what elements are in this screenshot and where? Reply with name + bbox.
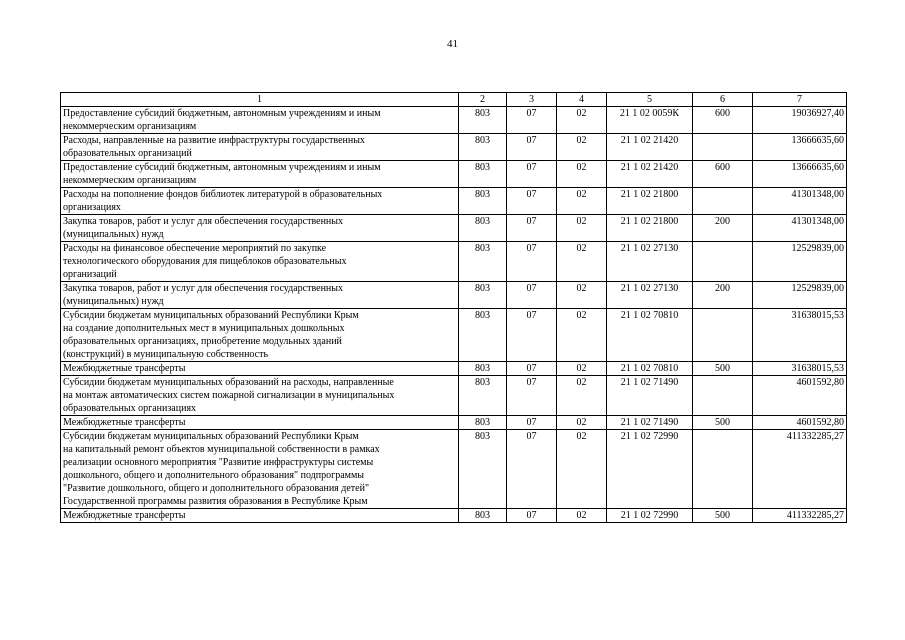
column-header: 4 bbox=[557, 93, 607, 107]
expense-name: Межбюджетные трансферты bbox=[61, 509, 459, 523]
section-code: 07 bbox=[507, 134, 557, 161]
table-row bbox=[61, 242, 847, 282]
target-article-code: 21 1 02 72990 bbox=[607, 430, 693, 509]
table-row bbox=[61, 362, 847, 376]
expense-name: Субсидии бюджетам муниципальных образований на расходы, направленные на монтаж автоматических систем пожарной сигнализации в муниципальных образовательных организациях bbox=[61, 376, 459, 416]
ministry-code: 803 bbox=[459, 416, 507, 430]
target-article-code: 21 1 02 70810 bbox=[607, 362, 693, 376]
table-row bbox=[61, 376, 847, 416]
amount: 19036927,40 bbox=[753, 107, 847, 134]
amount: 41301348,00 bbox=[753, 188, 847, 215]
column-header: 3 bbox=[507, 93, 557, 107]
ministry-code: 803 bbox=[459, 362, 507, 376]
subsection-code: 02 bbox=[557, 376, 607, 416]
section-code: 07 bbox=[507, 416, 557, 430]
target-article-code: 21 1 02 21800 bbox=[607, 215, 693, 242]
section-code: 07 bbox=[507, 161, 557, 188]
ministry-code: 803 bbox=[459, 242, 507, 282]
section-code: 07 bbox=[507, 430, 557, 509]
expense-name: Закупка товаров, работ и услуг для обеспечения государственных (муниципальных) нужд bbox=[61, 215, 459, 242]
amount: 12529839,00 bbox=[753, 282, 847, 309]
table-row bbox=[61, 416, 847, 430]
section-code: 07 bbox=[507, 188, 557, 215]
subsection-code: 02 bbox=[557, 282, 607, 309]
expense-type-code bbox=[693, 242, 753, 282]
subsection-code: 02 bbox=[557, 430, 607, 509]
ministry-code: 803 bbox=[459, 134, 507, 161]
amount: 411332285,27 bbox=[753, 430, 847, 509]
ministry-code: 803 bbox=[459, 215, 507, 242]
amount: 41301348,00 bbox=[753, 215, 847, 242]
expense-type-code: 200 bbox=[693, 282, 753, 309]
amount: 13666635,60 bbox=[753, 161, 847, 188]
table-row bbox=[61, 215, 847, 242]
ministry-code: 803 bbox=[459, 430, 507, 509]
target-article-code: 21 1 02 70810 bbox=[607, 309, 693, 362]
target-article-code: 21 1 02 21800 bbox=[607, 188, 693, 215]
column-header: 6 bbox=[693, 93, 753, 107]
table-row bbox=[61, 134, 847, 161]
expense-name: Предоставление субсидий бюджетным, автономным учреждениям и иным некоммерческим организациям bbox=[61, 107, 459, 134]
target-article-code: 21 1 02 0059К bbox=[607, 107, 693, 134]
ministry-code: 803 bbox=[459, 107, 507, 134]
amount: 4601592,80 bbox=[753, 416, 847, 430]
amount: 31638015,53 bbox=[753, 309, 847, 362]
section-code: 07 bbox=[507, 107, 557, 134]
expense-type-code bbox=[693, 376, 753, 416]
table-row bbox=[61, 309, 847, 362]
expense-type-code bbox=[693, 430, 753, 509]
section-code: 07 bbox=[507, 376, 557, 416]
expense-name: Субсидии бюджетам муниципальных образований Республики Крым на создание дополнительных мест в муниципальных дошкольных образовательных организациях, приобретение модульных зданий (конструкций) в муниципальную собственность bbox=[61, 309, 459, 362]
ministry-code: 803 bbox=[459, 188, 507, 215]
section-code: 07 bbox=[507, 309, 557, 362]
table-row bbox=[61, 509, 847, 523]
ministry-code: 803 bbox=[459, 376, 507, 416]
target-article-code: 21 1 02 27130 bbox=[607, 242, 693, 282]
table-row bbox=[61, 161, 847, 188]
target-article-code: 21 1 02 71490 bbox=[607, 376, 693, 416]
target-article-code: 21 1 02 21420 bbox=[607, 134, 693, 161]
budget-table bbox=[60, 92, 847, 523]
amount: 411332285,27 bbox=[753, 509, 847, 523]
subsection-code: 02 bbox=[557, 242, 607, 282]
column-header: 2 bbox=[459, 93, 507, 107]
expense-name: Субсидии бюджетам муниципальных образований Республики Крым на капитальный ремонт объектов муниципальной собственности в рамках реализации основного мероприятия "Развитие инфраструктуры системы дошкольного, общего и дополнительного образования" подпрограммы "Развитие дошкольного, общего и дополнительного образования детей" Государственной программы развития образования в Республике Крым bbox=[61, 430, 459, 509]
ministry-code: 803 bbox=[459, 282, 507, 309]
section-code: 07 bbox=[507, 362, 557, 376]
column-header: 1 bbox=[61, 93, 459, 107]
amount: 13666635,60 bbox=[753, 134, 847, 161]
target-article-code: 21 1 02 71490 bbox=[607, 416, 693, 430]
subsection-code: 02 bbox=[557, 509, 607, 523]
section-code: 07 bbox=[507, 242, 557, 282]
header-row bbox=[61, 93, 847, 107]
expense-name: Предоставление субсидий бюджетным, автономным учреждениям и иным некоммерческим организациям bbox=[61, 161, 459, 188]
expense-name: Расходы, направленные на развитие инфраструктуры государственных образовательных организаций bbox=[61, 134, 459, 161]
expense-name: Межбюджетные трансферты bbox=[61, 362, 459, 376]
expense-type-code: 600 bbox=[693, 161, 753, 188]
expense-name: Расходы на финансовое обеспечение мероприятий по закупке технологического оборудования для пищеблоков образовательных организаций bbox=[61, 242, 459, 282]
subsection-code: 02 bbox=[557, 215, 607, 242]
expense-type-code: 200 bbox=[693, 215, 753, 242]
table-row bbox=[61, 430, 847, 509]
expense-type-code bbox=[693, 309, 753, 362]
table-row bbox=[61, 282, 847, 309]
expense-name: Закупка товаров, работ и услуг для обеспечения государственных (муниципальных) нужд bbox=[61, 282, 459, 309]
expense-type-code: 500 bbox=[693, 509, 753, 523]
section-code: 07 bbox=[507, 509, 557, 523]
expense-name: Расходы на пополнение фондов библиотек литературой в образовательных организациях bbox=[61, 188, 459, 215]
ministry-code: 803 bbox=[459, 161, 507, 188]
page-number: 41 bbox=[447, 38, 458, 50]
subsection-code: 02 bbox=[557, 107, 607, 134]
table-body bbox=[61, 107, 847, 523]
amount: 31638015,53 bbox=[753, 362, 847, 376]
subsection-code: 02 bbox=[557, 188, 607, 215]
ministry-code: 803 bbox=[459, 309, 507, 362]
subsection-code: 02 bbox=[557, 362, 607, 376]
expense-type-code: 600 bbox=[693, 107, 753, 134]
subsection-code: 02 bbox=[557, 309, 607, 362]
target-article-code: 21 1 02 27130 bbox=[607, 282, 693, 309]
expense-type-code bbox=[693, 134, 753, 161]
subsection-code: 02 bbox=[557, 134, 607, 161]
section-code: 07 bbox=[507, 282, 557, 309]
expense-name: Межбюджетные трансферты bbox=[61, 416, 459, 430]
subsection-code: 02 bbox=[557, 161, 607, 188]
ministry-code: 803 bbox=[459, 509, 507, 523]
amount: 4601592,80 bbox=[753, 376, 847, 416]
section-code: 07 bbox=[507, 215, 557, 242]
expense-type-code bbox=[693, 188, 753, 215]
target-article-code: 21 1 02 72990 bbox=[607, 509, 693, 523]
column-header: 5 bbox=[607, 93, 693, 107]
subsection-code: 02 bbox=[557, 416, 607, 430]
amount: 12529839,00 bbox=[753, 242, 847, 282]
expense-type-code: 500 bbox=[693, 362, 753, 376]
table-row bbox=[61, 107, 847, 134]
expense-type-code: 500 bbox=[693, 416, 753, 430]
table-row bbox=[61, 188, 847, 215]
target-article-code: 21 1 02 21420 bbox=[607, 161, 693, 188]
column-header: 7 bbox=[753, 93, 847, 107]
